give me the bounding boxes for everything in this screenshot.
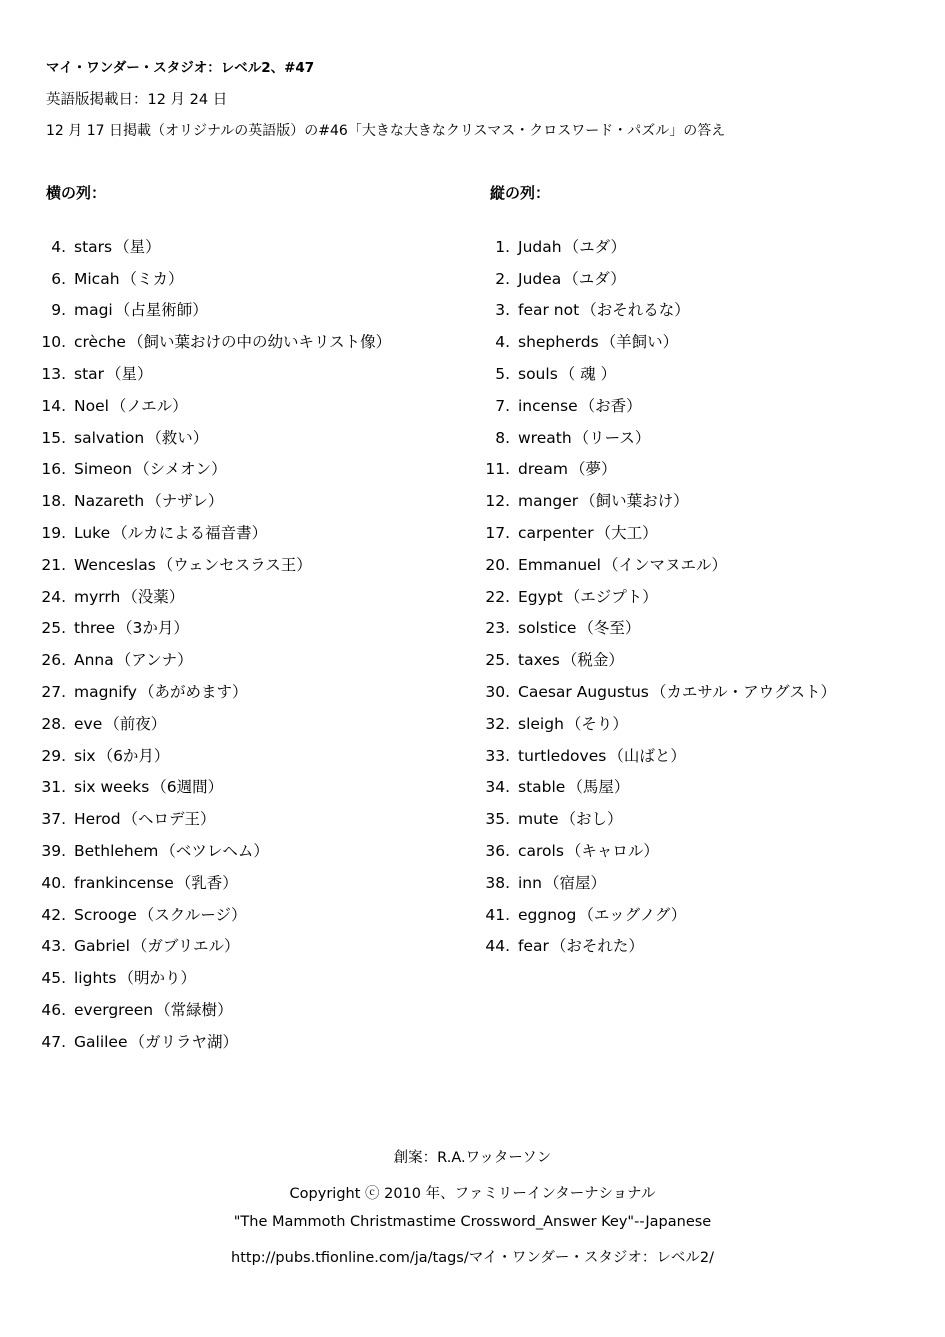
answer-note: 12 月 17 日掲載（オリジナルの英語版）の#46「大きな大きなクリスマス・クロスワード・パズル」の答え [46,123,726,139]
clue-gloss: （あがめます） [138,682,248,701]
clue-number: 13. [41,364,66,383]
clue-number: 4. [495,333,510,352]
clue-answer: magi [74,301,113,320]
clue-number: 10. [41,333,66,352]
clue-number: 6. [51,269,66,288]
across-clue-item [40,865,391,897]
clue-answer: Luke [74,523,111,542]
clue-answer: Judea [518,269,562,288]
clue-gloss: （3か月） [117,619,189,638]
across-clue-list [40,229,391,1056]
down-clue-item [484,515,836,547]
clue-answer: taxes [518,651,560,670]
across-clue-item [40,801,391,833]
clue-answer: souls [518,364,558,383]
down-clue-item [484,388,836,420]
down-clue-list [484,229,836,960]
clue-number: 45. [41,969,66,988]
clue-answer: evergreen [74,1000,154,1019]
down-clue-item [484,261,836,293]
clue-number: 12. [485,492,510,511]
across-clue-item [40,515,391,547]
clue-answer: dream [518,460,569,479]
clue-number: 24. [41,587,66,606]
clue-number: 28. [41,714,66,733]
source-title: "The Mammoth Christmastime Crossword_Answer Key"--Japanese [233,1214,712,1230]
clue-answer: fear not [518,301,580,320]
clue-answer: Anna [74,651,114,670]
clue-gloss: （エジプト） [564,587,658,606]
source-url[interactable]: http://pubs.tfionline.com/ja/tags/マイ・ワンダー・スタジオ：レベル2/ [231,1250,714,1266]
across-clue-item [40,770,391,802]
clue-gloss: （アンナ） [115,651,193,670]
clue-answer: incense [518,396,578,415]
down-clue-item [484,324,836,356]
clue-number: 29. [41,746,66,765]
down-clue-item [484,420,836,452]
clue-answer: Simeon [74,460,133,479]
clue-gloss: （星） [106,364,153,383]
clue-answer: Egypt [518,587,563,606]
clue-number: 9. [51,301,66,320]
down-clue-item [484,865,836,897]
clue-number: 20. [485,555,510,574]
clue-answer: stars [74,237,113,256]
clue-gloss: （キャロル） [565,841,659,860]
clue-number: 21. [41,555,66,574]
clue-gloss: （スクルージ） [138,905,247,924]
clue-answer: Herod [74,810,121,829]
clue-answer: manger [518,492,579,511]
clue-number: 42. [41,905,66,924]
clue-gloss: （ユダ） [563,269,626,288]
clue-number: 44. [485,937,510,956]
clue-number: 37. [41,810,66,829]
clue-gloss: （そり） [565,714,628,733]
clue-number: 38. [485,873,510,892]
clue-gloss: （星） [114,237,161,256]
clue-number: 18. [41,492,66,511]
across-clue-item [40,1024,391,1056]
clue-answer: sleigh [518,714,564,733]
clue-answer: Bethlehem [74,841,159,860]
clue-gloss: （常緑樹） [155,1000,233,1019]
series-title: マイ・ワンダー・スタジオ：レベル2、#47 [46,60,315,76]
clue-answer: Emmanuel [518,555,601,574]
down-clue-item [484,897,836,929]
clue-gloss: （羊飼い） [600,333,679,352]
down-clue-item [484,674,836,706]
clue-number: 27. [41,682,66,701]
clue-answer: solstice [518,619,577,638]
clue-number: 40. [41,873,66,892]
clue-number: 32. [485,714,510,733]
down-clue-item [484,293,836,325]
across-clue-item [40,960,391,992]
clue-answer: crèche [74,333,126,352]
down-clue-item [484,229,836,261]
across-clue-item [40,992,391,1024]
down-clue-item [484,801,836,833]
clue-gloss: （カエサル・アウグスト） [650,682,836,701]
clue-answer: three [74,619,116,638]
clue-gloss: （ 魂 ） [559,364,617,383]
across-clue-item [40,261,391,293]
clue-gloss: （お香） [579,396,642,415]
across-clue-item [40,897,391,929]
clue-answer: wreath [518,428,572,447]
clue-gloss: （夢） [570,460,617,479]
across-clue-item [40,324,391,356]
clue-gloss: （おし） [560,810,623,829]
across-clue-item [40,674,391,706]
author-credit: 創案：R.A.ワッターソン [393,1150,552,1166]
across-clue-item [40,929,391,961]
down-clue-item [484,579,836,611]
clue-answer: Nazareth [74,492,145,511]
clue-gloss: （ベツレヘム） [160,841,269,860]
clue-number: 16. [41,460,66,479]
clue-answer: carpenter [518,523,594,542]
clue-number: 31. [41,778,66,797]
clue-gloss: （飼い葉おけ） [580,492,689,511]
clue-number: 25. [41,619,66,638]
across-clue-item [40,738,391,770]
down-heading: 縦の列： [490,184,551,202]
clue-gloss: （飼い葉おけの中の幼いキリスト像） [127,333,392,352]
down-clue-item [484,929,836,961]
clue-answer: magnify [74,682,137,701]
clue-gloss: （おそれるな） [581,301,690,320]
clue-gloss: （ルカによる福音書） [112,523,268,542]
clue-answer: Gabriel [74,937,130,956]
clue-gloss: （6か月） [97,746,170,765]
clue-number: 34. [485,778,510,797]
clue-answer: Caesar Augustus [518,682,649,701]
clue-gloss: （税金） [561,651,624,670]
across-heading: 横の列： [46,184,107,202]
clue-number: 15. [41,428,66,447]
clue-answer: star [74,364,105,383]
clue-gloss: （ユダ） [563,237,627,256]
down-clue-item [484,483,836,515]
clue-number: 4. [51,237,66,256]
clue-gloss: （明かり） [118,969,196,988]
clue-gloss: （ヘロデ王） [122,810,216,829]
across-clue-item [40,420,391,452]
publish-date: 英語版掲載日：12 月 24 日 [46,92,228,108]
clue-gloss: （6週間） [151,778,224,797]
across-clue-item [40,642,391,674]
clue-gloss: （ウェンセスラス王） [157,555,312,574]
clue-answer: eve [74,714,103,733]
clue-answer: salvation [74,428,145,447]
clue-gloss: （山ばと） [608,746,686,765]
across-clue-item [40,706,391,738]
clue-gloss: （乳香） [175,873,238,892]
across-clue-item [40,356,391,388]
clue-gloss: （シメオン） [134,460,227,479]
clue-answer: Wenceslas [74,555,156,574]
clue-answer: Noel [74,396,109,415]
copyright-notice: Copyright ⓒ 2010 年、ファミリーインターナショナル [289,1186,656,1202]
clue-number: 43. [41,937,66,956]
down-clue-item [484,833,836,865]
clue-answer: six [74,746,96,765]
down-clue-item [484,642,836,674]
clue-answer: six weeks [74,778,150,797]
clue-number: 23. [485,619,510,638]
clue-answer: stable [518,778,566,797]
clue-number: 36. [485,841,510,860]
clue-answer: carols [518,841,564,860]
clue-number: 7. [495,396,510,415]
clue-number: 1. [495,237,510,256]
clue-number: 30. [485,682,510,701]
clue-gloss: （ガリラヤ湖） [129,1032,239,1051]
across-clue-item [40,293,391,325]
clue-gloss: （没薬） [122,587,185,606]
clue-answer: Judah [518,237,562,256]
clue-number: 41. [485,905,510,924]
across-clue-item [40,833,391,865]
clue-number: 25. [485,651,510,670]
clue-answer: mute [518,810,559,829]
across-clue-item [40,483,391,515]
clue-number: 3. [495,301,510,320]
across-clue-item [40,229,391,261]
clue-answer: shepherds [518,333,599,352]
clue-gloss: （おそれた） [550,937,644,956]
clue-answer: fear [518,937,549,956]
clue-gloss: （インマヌエル） [602,555,727,574]
clue-answer: inn [518,873,542,892]
clue-gloss: （ガブリエル） [131,937,240,956]
down-clue-item [484,547,836,579]
clue-number: 11. [485,460,510,479]
clue-gloss: （馬屋） [567,778,630,797]
clue-number: 19. [41,523,66,542]
across-clue-item [40,452,391,484]
clue-answer: turtledoves [518,746,607,765]
across-clue-item [40,388,391,420]
clue-number: 26. [41,651,66,670]
clue-gloss: （救い） [146,428,209,447]
clue-answer: Galilee [74,1032,128,1051]
across-clue-item [40,579,391,611]
clue-gloss: （リース） [573,428,651,447]
clue-gloss: （ノエル） [110,396,188,415]
clue-number: 5. [495,364,510,383]
clue-number: 14. [41,396,66,415]
down-clue-item [484,611,836,643]
down-clue-item [484,706,836,738]
clue-gloss: （大工） [595,523,658,542]
down-clue-item [484,452,836,484]
clue-gloss: （占星術師） [114,301,208,320]
clue-number: 39. [41,841,66,860]
clue-number: 35. [485,810,510,829]
clue-gloss: （ミカ） [121,269,184,288]
across-clue-item [40,611,391,643]
clue-number: 8. [495,428,510,447]
clue-gloss: （宿屋） [543,873,606,892]
clue-gloss: （前夜） [104,714,167,733]
down-clue-item [484,770,836,802]
clue-number: 22. [485,587,510,606]
down-clue-item [484,738,836,770]
down-clue-item [484,356,836,388]
clue-gloss: （エッグノグ） [578,905,687,924]
clue-answer: myrrh [74,587,121,606]
clue-number: 2. [495,269,510,288]
across-clue-item [40,547,391,579]
clue-number: 46. [41,1000,66,1019]
clue-number: 17. [485,523,510,542]
clue-answer: eggnog [518,905,577,924]
clue-gloss: （ナザレ） [146,492,224,511]
clue-answer: Scrooge [74,905,137,924]
clue-number: 33. [485,746,510,765]
clue-answer: lights [74,969,117,988]
clue-gloss: （冬至） [578,619,641,638]
clue-answer: Micah [74,269,120,288]
clue-answer: frankincense [74,873,174,892]
clue-number: 47. [41,1032,66,1051]
